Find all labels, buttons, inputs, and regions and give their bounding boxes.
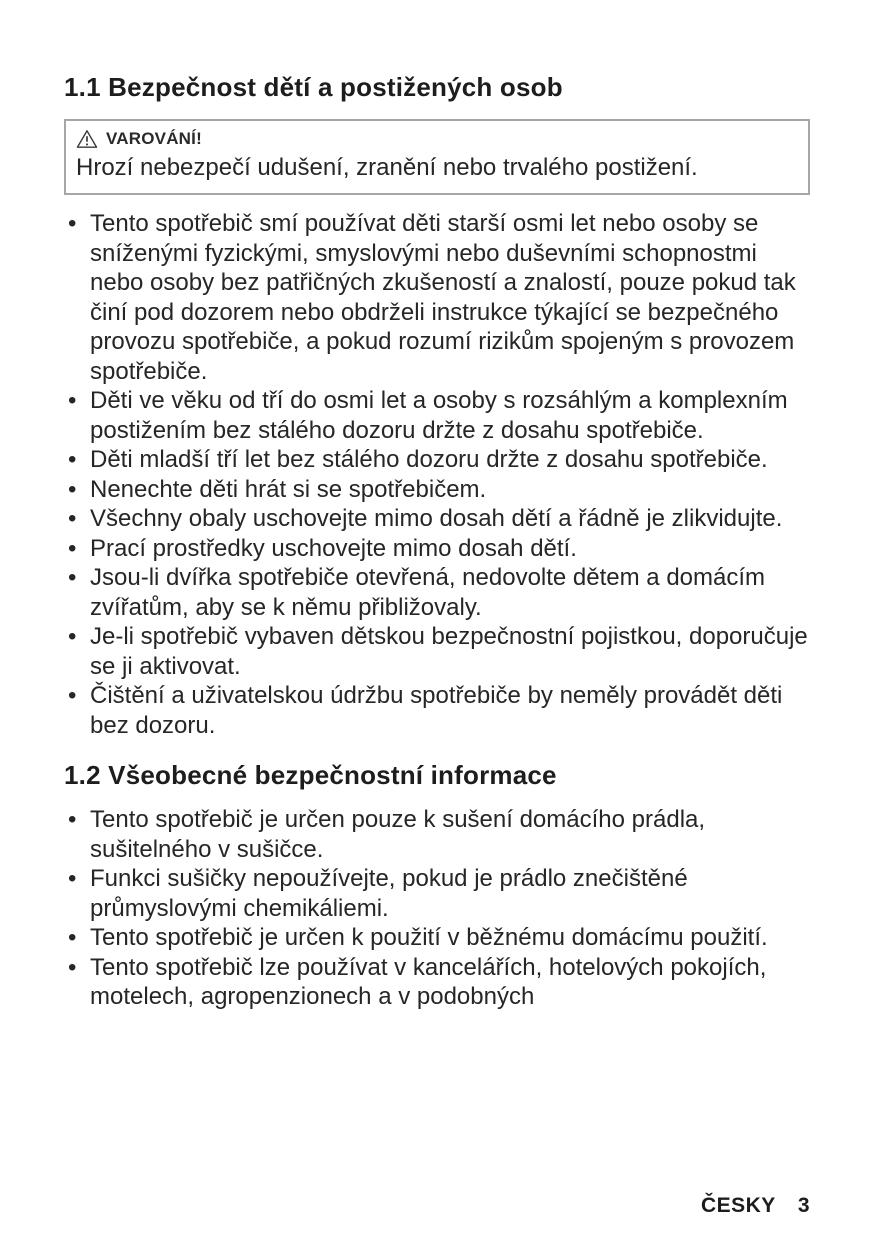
list-item: • Je-li spotřebič vybaven dětskou bezpečnostní pojistkou, doporučuje se ji aktivovat. xyxy=(64,622,810,681)
footer-page-number: 3 xyxy=(797,1194,810,1217)
list-item: • Nenechte děti hrát si se spotřebičem. xyxy=(64,475,810,505)
list-item: • Děti mladší tří let bez stálého dozoru držte z dosahu spotřebiče. xyxy=(64,445,810,475)
warning-header xyxy=(76,129,796,149)
section-1-2-bullet-list xyxy=(64,805,810,1012)
list-item: • Prací prostředky uschovejte mimo dosah dětí. xyxy=(64,534,810,564)
warning-box xyxy=(64,119,810,195)
warning-text: Hrozí nebezpečí udušení, zranění nebo trvalého postižení. xyxy=(76,154,698,181)
page-footer xyxy=(701,1194,810,1218)
list-item: • Funkci sušičky nepoužívejte, pokud je prádlo znečištěné průmyslovými chemikáliemi. xyxy=(64,864,810,923)
list-item: • Tento spotřebič je určen pouze k sušení domácího prádla, sušitelného v sušičce. xyxy=(64,805,810,864)
list-item: • Čištění a uživatelskou údržbu spotřebiče by neměly provádět děti bez dozoru. xyxy=(64,681,810,740)
list-item: • Všechny obaly uschovejte mimo dosah dětí a řádně je zlikvidujte. xyxy=(64,504,810,534)
list-item: • Jsou-li dvířka spotřebiče otevřená, nedovolte dětem a domácím zvířatům, aby se k němu přibližovaly. xyxy=(64,563,810,622)
list-item: • Tento spotřebič lze používat v kancelářích, hotelových pokojích, motelech, agropenzionech a v podobných xyxy=(64,953,810,1012)
list-item: • Tento spotřebič je určen k použití v běžnému domácímu použití. xyxy=(64,923,810,953)
warning-label: VAROVÁNÍ! xyxy=(106,129,202,148)
section-1-1-bullet-list xyxy=(64,209,810,740)
list-item: • Děti ve věku od tří do osmi let a osoby s rozsáhlým a komplexním postižením bez stálého dozoru držte z dosahu spotřebiče. xyxy=(64,386,810,445)
section-1-2-title: 1.2 Všeobecné bezpečnostní informace xyxy=(64,760,557,790)
section-1-1-title: 1.1 Bezpečnost dětí a postižených osob xyxy=(64,72,563,102)
list-item: • Tento spotřebič smí používat děti starší osmi let nebo osoby se sníženými fyzickými, smyslovými nebo duševními schopnostmi nebo osoby bez patřičných zkušeností a znalostí, pouze pokud tak činí pod dozorem nebo obdrželi instrukce týkající se bezpečného provozu spotřebiče, a pokud rozumí rizikům spojeným s provozem spotřebiče. xyxy=(64,209,810,386)
warning-triangle-icon xyxy=(76,129,98,149)
footer-language-label: ČESKY xyxy=(700,1194,776,1217)
